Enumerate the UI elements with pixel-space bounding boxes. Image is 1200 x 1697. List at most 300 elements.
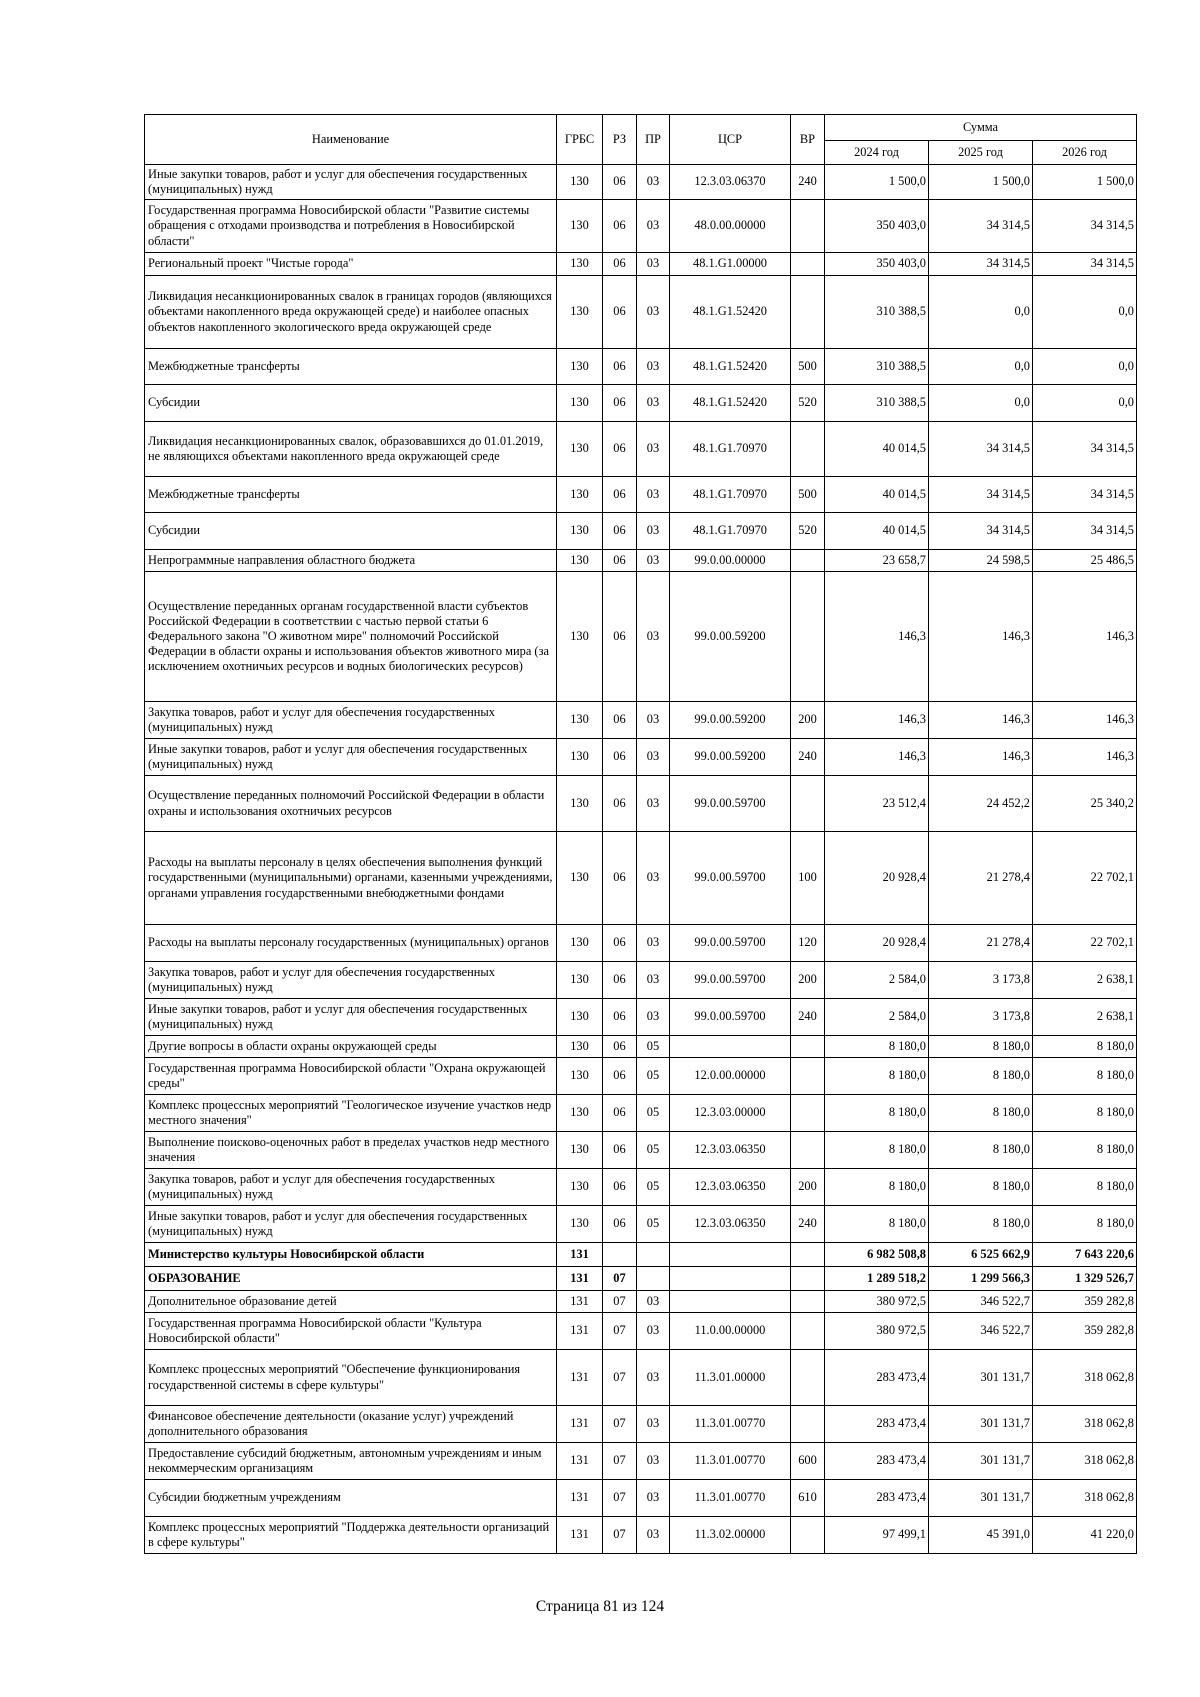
cell-csr: 48.1.G1.52420 <box>670 276 791 349</box>
cell-grbs: 130 <box>557 1206 603 1243</box>
cell-sum-2024: 380 972,5 <box>825 1313 929 1350</box>
cell-pr: 03 <box>637 925 670 962</box>
cell-sum-2025: 3 173,8 <box>929 962 1033 999</box>
cell-sum-2026: 146,3 <box>1033 572 1137 702</box>
cell-pr: 03 <box>637 999 670 1036</box>
cell-sum-2026: 8 180,0 <box>1033 1058 1137 1095</box>
cell-grbs: 130 <box>557 999 603 1036</box>
cell-sum-2024: 283 473,4 <box>825 1480 929 1517</box>
table-row <box>145 1036 1137 1058</box>
cell-rz: 07 <box>603 1267 637 1291</box>
cell-rz: 06 <box>603 999 637 1036</box>
cell-vr <box>791 1313 825 1350</box>
cell-vr <box>791 276 825 349</box>
cell-sum-2025: 24 452,2 <box>929 776 1033 832</box>
table-row <box>145 165 1137 200</box>
header-vr: ВР <box>791 115 825 165</box>
cell-rz: 07 <box>603 1480 637 1517</box>
cell-rz: 06 <box>603 276 637 349</box>
cell-pr: 05 <box>637 1095 670 1132</box>
cell-sum-2025: 8 180,0 <box>929 1206 1033 1243</box>
cell-sum-2024: 6 982 508,8 <box>825 1243 929 1267</box>
cell-rz: 06 <box>603 776 637 832</box>
cell-name: Ликвидация несанкционированных свалок в границах городов (являющихся объектами накопленного вреда окружающей среде) и наиболее опасных объектов накопленного экологического вреда окружающей среде <box>145 276 557 349</box>
cell-vr: 240 <box>791 739 825 776</box>
table-row <box>145 1517 1137 1554</box>
table-row <box>145 550 1137 572</box>
cell-sum-2026: 7 643 220,6 <box>1033 1243 1137 1267</box>
cell-rz: 06 <box>603 165 637 200</box>
cell-name: Расходы на выплаты персоналу в целях обеспечения выполнения функций государственными (муниципальными) органами, казенными учреждениями, органами управления государственными внебюджетными фондами <box>145 832 557 925</box>
cell-grbs: 130 <box>557 572 603 702</box>
cell-name: Субсидии бюджетным учреждениям <box>145 1480 557 1517</box>
cell-rz: 07 <box>603 1350 637 1406</box>
cell-name: ОБРАЗОВАНИЕ <box>145 1267 557 1291</box>
cell-sum-2026: 318 062,8 <box>1033 1443 1137 1480</box>
cell-grbs: 130 <box>557 832 603 925</box>
cell-sum-2024: 350 403,0 <box>825 200 929 253</box>
cell-sum-2025: 6 525 662,9 <box>929 1243 1033 1267</box>
cell-sum-2026: 22 702,1 <box>1033 832 1137 925</box>
cell-sum-2026: 34 314,5 <box>1033 422 1137 477</box>
cell-sum-2026: 0,0 <box>1033 349 1137 385</box>
cell-grbs: 130 <box>557 349 603 385</box>
cell-pr: 05 <box>637 1058 670 1095</box>
cell-csr: 11.3.01.00770 <box>670 1443 791 1480</box>
cell-csr <box>670 1243 791 1267</box>
cell-sum-2026: 8 180,0 <box>1033 1169 1137 1206</box>
table-row <box>145 962 1137 999</box>
cell-sum-2024: 23 512,4 <box>825 776 929 832</box>
table-row <box>145 385 1137 422</box>
cell-name: Дополнительное образование детей <box>145 1291 557 1313</box>
cell-sum-2025: 0,0 <box>929 385 1033 422</box>
cell-rz: 07 <box>603 1406 637 1443</box>
cell-vr <box>791 1406 825 1443</box>
cell-grbs: 131 <box>557 1291 603 1313</box>
budget-table <box>144 114 1137 1554</box>
cell-sum-2026: 1 329 526,7 <box>1033 1267 1137 1291</box>
cell-rz: 06 <box>603 550 637 572</box>
cell-pr <box>637 1267 670 1291</box>
cell-grbs: 130 <box>557 776 603 832</box>
cell-name: Субсидии <box>145 385 557 422</box>
cell-sum-2026: 2 638,1 <box>1033 962 1137 999</box>
cell-vr <box>791 776 825 832</box>
cell-sum-2025: 45 391,0 <box>929 1517 1033 1554</box>
header-year-2026: 2026 год <box>1033 141 1137 165</box>
cell-csr: 48.1.G1.52420 <box>670 349 791 385</box>
header-sum: Сумма <box>825 115 1137 141</box>
cell-csr: 48.0.00.00000 <box>670 200 791 253</box>
cell-sum-2026: 8 180,0 <box>1033 1206 1137 1243</box>
cell-rz: 06 <box>603 739 637 776</box>
cell-grbs: 130 <box>557 962 603 999</box>
cell-name: Осуществление переданных полномочий Российской Федерации в области охраны и использования охотничьих ресурсов <box>145 776 557 832</box>
cell-vr: 500 <box>791 349 825 385</box>
cell-name: Непрограммные направления областного бюджета <box>145 550 557 572</box>
cell-sum-2024: 23 658,7 <box>825 550 929 572</box>
table-row <box>145 776 1137 832</box>
cell-vr: 240 <box>791 165 825 200</box>
cell-name: Финансовое обеспечение деятельности (оказание услуг) учреждений дополнительного образования <box>145 1406 557 1443</box>
table-row <box>145 999 1137 1036</box>
cell-sum-2024: 2 584,0 <box>825 999 929 1036</box>
cell-pr: 03 <box>637 572 670 702</box>
cell-name: Комплекс процессных мероприятий "Обеспечение функционирования государственной системы в сфере культуры" <box>145 1350 557 1406</box>
cell-sum-2025: 346 522,7 <box>929 1313 1033 1350</box>
cell-sum-2025: 301 131,7 <box>929 1443 1033 1480</box>
table-row <box>145 1206 1137 1243</box>
cell-sum-2026: 25 486,5 <box>1033 550 1137 572</box>
cell-sum-2026: 359 282,8 <box>1033 1313 1137 1350</box>
cell-pr: 03 <box>637 349 670 385</box>
cell-csr: 12.3.03.06350 <box>670 1206 791 1243</box>
cell-sum-2025: 301 131,7 <box>929 1480 1033 1517</box>
cell-vr <box>791 253 825 276</box>
cell-sum-2026: 8 180,0 <box>1033 1132 1137 1169</box>
cell-pr: 03 <box>637 200 670 253</box>
cell-pr: 03 <box>637 550 670 572</box>
cell-sum-2026: 8 180,0 <box>1033 1095 1137 1132</box>
cell-pr: 03 <box>637 513 670 550</box>
cell-name: Межбюджетные трансферты <box>145 349 557 385</box>
cell-sum-2024: 8 180,0 <box>825 1169 929 1206</box>
cell-sum-2024: 1 289 518,2 <box>825 1267 929 1291</box>
cell-sum-2024: 146,3 <box>825 572 929 702</box>
cell-sum-2024: 1 500,0 <box>825 165 929 200</box>
cell-sum-2025: 301 131,7 <box>929 1406 1033 1443</box>
cell-csr: 12.3.03.06370 <box>670 165 791 200</box>
header-pr: ПР <box>637 115 670 165</box>
cell-rz: 07 <box>603 1443 637 1480</box>
cell-csr: 11.3.01.00000 <box>670 1350 791 1406</box>
cell-sum-2025: 34 314,5 <box>929 422 1033 477</box>
cell-sum-2025: 146,3 <box>929 702 1033 739</box>
cell-name: Закупка товаров, работ и услуг для обеспечения государственных (муниципальных) нужд <box>145 702 557 739</box>
cell-grbs: 131 <box>557 1350 603 1406</box>
cell-vr <box>791 1517 825 1554</box>
cell-sum-2025: 146,3 <box>929 572 1033 702</box>
cell-pr: 03 <box>637 477 670 513</box>
cell-sum-2026: 318 062,8 <box>1033 1350 1137 1406</box>
cell-name: Расходы на выплаты персоналу государственных (муниципальных) органов <box>145 925 557 962</box>
cell-sum-2025: 8 180,0 <box>929 1036 1033 1058</box>
cell-name: Иные закупки товаров, работ и услуг для обеспечения государственных (муниципальных) нужд <box>145 739 557 776</box>
cell-vr <box>791 1350 825 1406</box>
header-year-2024: 2024 год <box>825 141 929 165</box>
header-csr: ЦСР <box>670 115 791 165</box>
cell-csr: 11.3.02.00000 <box>670 1517 791 1554</box>
table-row <box>145 200 1137 253</box>
cell-sum-2024: 8 180,0 <box>825 1036 929 1058</box>
cell-sum-2026: 25 340,2 <box>1033 776 1137 832</box>
header-year-2025: 2025 год <box>929 141 1033 165</box>
cell-rz: 06 <box>603 1058 637 1095</box>
cell-csr: 12.3.03.06350 <box>670 1169 791 1206</box>
cell-csr <box>670 1036 791 1058</box>
cell-csr: 12.0.00.00000 <box>670 1058 791 1095</box>
cell-name: Закупка товаров, работ и услуг для обеспечения государственных (муниципальных) нужд <box>145 962 557 999</box>
cell-sum-2024: 8 180,0 <box>825 1058 929 1095</box>
table-row <box>145 1132 1137 1169</box>
cell-pr: 03 <box>637 739 670 776</box>
table-row <box>145 1169 1137 1206</box>
cell-grbs: 130 <box>557 385 603 422</box>
cell-csr: 99.0.00.59200 <box>670 572 791 702</box>
cell-grbs: 130 <box>557 253 603 276</box>
cell-sum-2025: 34 314,5 <box>929 200 1033 253</box>
cell-rz: 06 <box>603 1132 637 1169</box>
header-grbs: ГРБС <box>557 115 603 165</box>
cell-pr: 05 <box>637 1036 670 1058</box>
cell-sum-2026: 34 314,5 <box>1033 200 1137 253</box>
table-row <box>145 276 1137 349</box>
cell-pr: 05 <box>637 1206 670 1243</box>
cell-grbs: 131 <box>557 1517 603 1554</box>
cell-name: Иные закупки товаров, работ и услуг для обеспечения государственных (муниципальных) нужд <box>145 165 557 200</box>
cell-sum-2025: 34 314,5 <box>929 477 1033 513</box>
cell-csr: 48.1.G1.70970 <box>670 477 791 513</box>
page-number: Страница 81 из 124 <box>535 1598 665 1615</box>
cell-vr: 500 <box>791 477 825 513</box>
cell-csr: 99.0.00.00000 <box>670 550 791 572</box>
cell-name: Комплекс процессных мероприятий "Поддержка деятельности организаций в сфере культуры" <box>145 1517 557 1554</box>
cell-rz: 06 <box>603 1206 637 1243</box>
cell-csr <box>670 1291 791 1313</box>
cell-sum-2024: 97 499,1 <box>825 1517 929 1554</box>
table-header <box>145 115 1137 165</box>
cell-sum-2024: 40 014,5 <box>825 513 929 550</box>
cell-vr: 120 <box>791 925 825 962</box>
cell-grbs: 130 <box>557 1132 603 1169</box>
cell-pr: 03 <box>637 832 670 925</box>
cell-sum-2025: 346 522,7 <box>929 1291 1033 1313</box>
cell-sum-2026: 41 220,0 <box>1033 1517 1137 1554</box>
cell-rz: 07 <box>603 1313 637 1350</box>
cell-rz: 06 <box>603 513 637 550</box>
cell-rz: 06 <box>603 1169 637 1206</box>
cell-grbs: 131 <box>557 1480 603 1517</box>
cell-sum-2024: 20 928,4 <box>825 832 929 925</box>
cell-sum-2024: 310 388,5 <box>825 276 929 349</box>
cell-grbs: 131 <box>557 1406 603 1443</box>
cell-sum-2024: 40 014,5 <box>825 477 929 513</box>
cell-sum-2025: 0,0 <box>929 276 1033 349</box>
cell-name: Другие вопросы в области охраны окружающей среды <box>145 1036 557 1058</box>
cell-sum-2026: 8 180,0 <box>1033 1036 1137 1058</box>
cell-rz: 07 <box>603 1517 637 1554</box>
cell-pr: 03 <box>637 1350 670 1406</box>
cell-csr: 12.3.03.00000 <box>670 1095 791 1132</box>
table-row <box>145 832 1137 925</box>
cell-csr: 48.1.G1.70970 <box>670 513 791 550</box>
cell-grbs: 130 <box>557 422 603 477</box>
cell-vr: 200 <box>791 962 825 999</box>
cell-vr <box>791 1036 825 1058</box>
header-name: Наименование <box>145 115 557 165</box>
cell-sum-2025: 301 131,7 <box>929 1350 1033 1406</box>
cell-vr <box>791 550 825 572</box>
table-row <box>145 1267 1137 1291</box>
cell-sum-2024: 8 180,0 <box>825 1206 929 1243</box>
cell-sum-2026: 22 702,1 <box>1033 925 1137 962</box>
cell-vr <box>791 1058 825 1095</box>
cell-sum-2024: 8 180,0 <box>825 1095 929 1132</box>
cell-sum-2025: 8 180,0 <box>929 1132 1033 1169</box>
cell-name: Субсидии <box>145 513 557 550</box>
cell-vr <box>791 1267 825 1291</box>
cell-rz: 06 <box>603 422 637 477</box>
cell-sum-2026: 1 500,0 <box>1033 165 1137 200</box>
cell-sum-2025: 3 173,8 <box>929 999 1033 1036</box>
cell-sum-2025: 1 299 566,3 <box>929 1267 1033 1291</box>
cell-vr: 600 <box>791 1443 825 1480</box>
cell-sum-2025: 34 314,5 <box>929 513 1033 550</box>
cell-sum-2026: 359 282,8 <box>1033 1291 1137 1313</box>
cell-sum-2025: 8 180,0 <box>929 1169 1033 1206</box>
cell-vr: 520 <box>791 385 825 422</box>
cell-rz: 06 <box>603 385 637 422</box>
cell-sum-2024: 283 473,4 <box>825 1350 929 1406</box>
cell-rz: 06 <box>603 253 637 276</box>
cell-grbs: 130 <box>557 925 603 962</box>
table-row <box>145 1313 1137 1350</box>
table-row <box>145 572 1137 702</box>
cell-sum-2026: 318 062,8 <box>1033 1480 1137 1517</box>
cell-pr: 03 <box>637 253 670 276</box>
cell-rz <box>603 1243 637 1267</box>
cell-csr: 99.0.00.59700 <box>670 925 791 962</box>
cell-pr: 03 <box>637 702 670 739</box>
cell-grbs: 131 <box>557 1443 603 1480</box>
cell-pr <box>637 1243 670 1267</box>
cell-sum-2025: 1 500,0 <box>929 165 1033 200</box>
cell-csr: 48.1.G1.70970 <box>670 422 791 477</box>
cell-grbs: 130 <box>557 200 603 253</box>
cell-sum-2024: 310 388,5 <box>825 349 929 385</box>
cell-vr: 240 <box>791 1206 825 1243</box>
cell-sum-2024: 283 473,4 <box>825 1443 929 1480</box>
cell-sum-2025: 34 314,5 <box>929 253 1033 276</box>
cell-csr: 11.3.01.00770 <box>670 1406 791 1443</box>
cell-sum-2024: 146,3 <box>825 702 929 739</box>
cell-vr <box>791 200 825 253</box>
cell-sum-2024: 8 180,0 <box>825 1132 929 1169</box>
cell-rz: 06 <box>603 572 637 702</box>
cell-name: Государственная программа Новосибирской области "Культура Новосибирской области" <box>145 1313 557 1350</box>
cell-sum-2024: 283 473,4 <box>825 1406 929 1443</box>
cell-sum-2025: 21 278,4 <box>929 925 1033 962</box>
cell-rz: 06 <box>603 1095 637 1132</box>
cell-grbs: 131 <box>557 1243 603 1267</box>
table-row <box>145 925 1137 962</box>
cell-rz: 06 <box>603 200 637 253</box>
cell-vr <box>791 422 825 477</box>
table-row <box>145 1406 1137 1443</box>
cell-rz: 06 <box>603 1036 637 1058</box>
cell-sum-2026: 34 314,5 <box>1033 477 1137 513</box>
cell-rz: 07 <box>603 1291 637 1313</box>
cell-csr <box>670 1267 791 1291</box>
table-row <box>145 253 1137 276</box>
cell-sum-2024: 20 928,4 <box>825 925 929 962</box>
cell-sum-2024: 310 388,5 <box>825 385 929 422</box>
table-row <box>145 1058 1137 1095</box>
cell-sum-2026: 0,0 <box>1033 276 1137 349</box>
cell-pr: 03 <box>637 1313 670 1350</box>
table-row <box>145 1243 1137 1267</box>
cell-sum-2024: 2 584,0 <box>825 962 929 999</box>
cell-name: Выполнение поисково-оценочных работ в пределах участков недр местного значения <box>145 1132 557 1169</box>
cell-grbs: 130 <box>557 1169 603 1206</box>
cell-pr: 03 <box>637 1443 670 1480</box>
cell-grbs: 130 <box>557 1095 603 1132</box>
cell-sum-2025: 8 180,0 <box>929 1058 1033 1095</box>
cell-rz: 06 <box>603 962 637 999</box>
cell-vr <box>791 1291 825 1313</box>
cell-sum-2026: 0,0 <box>1033 385 1137 422</box>
cell-vr: 200 <box>791 702 825 739</box>
table-row <box>145 513 1137 550</box>
table-row <box>145 422 1137 477</box>
cell-name: Закупка товаров, работ и услуг для обеспечения государственных (муниципальных) нужд <box>145 1169 557 1206</box>
cell-sum-2026: 146,3 <box>1033 739 1137 776</box>
cell-vr <box>791 572 825 702</box>
cell-csr: 99.0.00.59700 <box>670 776 791 832</box>
cell-name: Иные закупки товаров, работ и услуг для обеспечения государственных (муниципальных) нужд <box>145 1206 557 1243</box>
cell-grbs: 130 <box>557 477 603 513</box>
table-row <box>145 1291 1137 1313</box>
cell-pr: 03 <box>637 1480 670 1517</box>
cell-vr <box>791 1095 825 1132</box>
cell-grbs: 130 <box>557 1036 603 1058</box>
cell-grbs: 130 <box>557 702 603 739</box>
cell-csr: 48.1.G1.52420 <box>670 385 791 422</box>
table-row <box>145 1480 1137 1517</box>
cell-pr: 03 <box>637 422 670 477</box>
table-row <box>145 349 1137 385</box>
cell-grbs: 131 <box>557 1313 603 1350</box>
cell-rz: 06 <box>603 925 637 962</box>
cell-sum-2025: 8 180,0 <box>929 1095 1033 1132</box>
cell-name: Иные закупки товаров, работ и услуг для обеспечения государственных (муниципальных) нужд <box>145 999 557 1036</box>
cell-grbs: 130 <box>557 550 603 572</box>
cell-grbs: 130 <box>557 739 603 776</box>
cell-grbs: 130 <box>557 1058 603 1095</box>
cell-grbs: 130 <box>557 165 603 200</box>
cell-csr: 99.0.00.59700 <box>670 832 791 925</box>
cell-pr: 03 <box>637 276 670 349</box>
cell-pr: 03 <box>637 165 670 200</box>
cell-vr: 100 <box>791 832 825 925</box>
cell-vr <box>791 1132 825 1169</box>
header-rz: РЗ <box>603 115 637 165</box>
cell-sum-2024: 380 972,5 <box>825 1291 929 1313</box>
table-row <box>145 1443 1137 1480</box>
cell-name: Предоставление субсидий бюджетным, автономным учреждениям и иным некоммерческим организациям <box>145 1443 557 1480</box>
table-row <box>145 1095 1137 1132</box>
cell-sum-2024: 146,3 <box>825 739 929 776</box>
cell-rz: 06 <box>603 702 637 739</box>
cell-vr: 200 <box>791 1169 825 1206</box>
cell-vr: 520 <box>791 513 825 550</box>
table-body <box>145 165 1137 1554</box>
cell-sum-2026: 146,3 <box>1033 702 1137 739</box>
cell-grbs: 131 <box>557 1267 603 1291</box>
cell-csr: 99.0.00.59700 <box>670 999 791 1036</box>
cell-rz: 06 <box>603 349 637 385</box>
